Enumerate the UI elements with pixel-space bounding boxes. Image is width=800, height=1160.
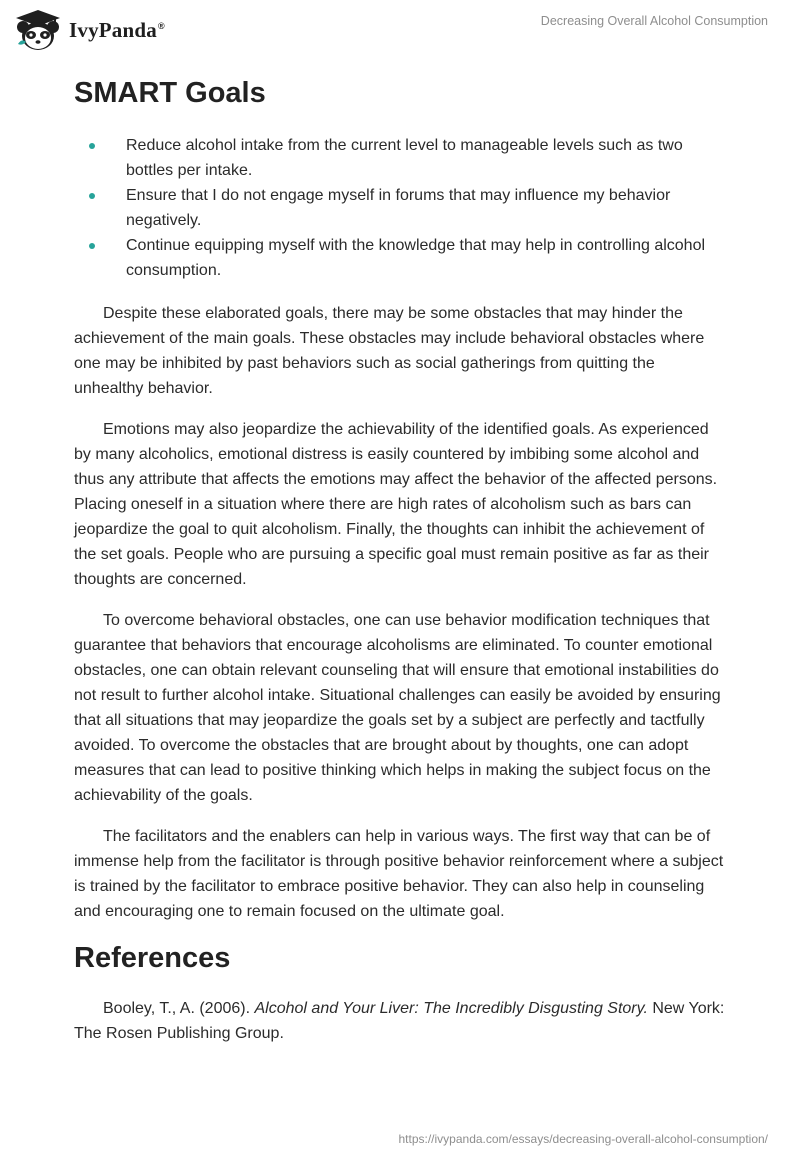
bullet-icon — [89, 143, 95, 149]
goal-item — [74, 233, 728, 283]
essay-content — [74, 68, 728, 1062]
document-title: Decreasing Overall Alcohol Consumption — [540, 14, 768, 28]
goal-text: Ensure that I do not engage myself in forums that may influence my behavior negatively. — [126, 187, 671, 229]
panda-graduate-icon — [14, 8, 62, 52]
page-header — [0, 0, 800, 60]
goal-item — [74, 183, 728, 233]
body-paragraph: Emotions may also jeopardize the achievability of the identified goals. As experienced by many alcoholics, emotional distress is easily countered by imbibing some alcohol and thus any attribute that affects the emotions may affect the behavior of the affected persons. Placing oneself in a situation where there are high rates of alcoholism such as bars can jeopardize the goal to quit alcoholism. Finally, the thoughts can inhibit the achievement of the set goals. People who are pursuing a specific goal must remain positive as far as their thoughts are concerned. — [74, 421, 718, 588]
ivypanda-logo[interactable] — [14, 8, 165, 52]
logo-wordmark: IvyPanda® — [69, 17, 165, 42]
goal-text: Continue equipping myself with the knowledge that may help in controlling alcohol consumption. — [126, 237, 706, 279]
body-paragraph: Despite these elaborated goals, there may be some obstacles that may hinder the achievement of the main goals. These obstacles may include behavioral obstacles where one may be inhibited by past behaviors such as social gatherings from quitting the unhealthy behavior. — [74, 305, 705, 397]
reference-entry — [74, 996, 728, 1046]
goal-text: Reduce alcohol intake from the current level to manageable levels such as two bottles per intake. — [126, 137, 683, 179]
bullet-icon — [89, 243, 95, 249]
reference-publisher: New York: The Rosen Publishing Group. — [74, 1000, 725, 1042]
goals-list — [74, 133, 728, 283]
reference-title: Alcohol and Your Liver: The Incredibly Disgusting Story. — [254, 1000, 648, 1017]
body-paragraph: To overcome behavioral obstacles, one can use behavior modification techniques that guarantee that behaviors that encourage alcoholisms are eliminated. To counter emotional obstacles, one can obtain relevant counseling that will ensure that emotional instabilities do not result to further alcohol intake. Situational challenges can easily be avoided by ensuring that all situations that may jeopardize the goals set by a subject are perfectly and tactfully avoided. To overcome the obstacles that are brought about by thoughts, one can adopt measures that can lead to positive thinking which helps in making the subject focus on the achievability of the goals. — [74, 612, 721, 804]
body-paragraph: The facilitators and the enablers can help in various ways. The first way that can be of immense help from the facilitator is through positive behavior reinforcement where a subject is trained by the facilitator to embrace positive behavior. They can also help in counseling and encouraging one to remain focused on the ultimate goal. — [74, 828, 724, 920]
smart-goals-heading: SMART Goals — [74, 77, 266, 109]
source-url[interactable]: https://ivypanda.com/essays/decreasing-overall-alcohol-consumption/ — [398, 1132, 768, 1146]
reference-author: Booley, T., A. (2006). — [103, 1000, 255, 1017]
bullet-icon — [89, 193, 95, 199]
goal-item — [74, 133, 728, 183]
references-heading: References — [74, 942, 231, 974]
